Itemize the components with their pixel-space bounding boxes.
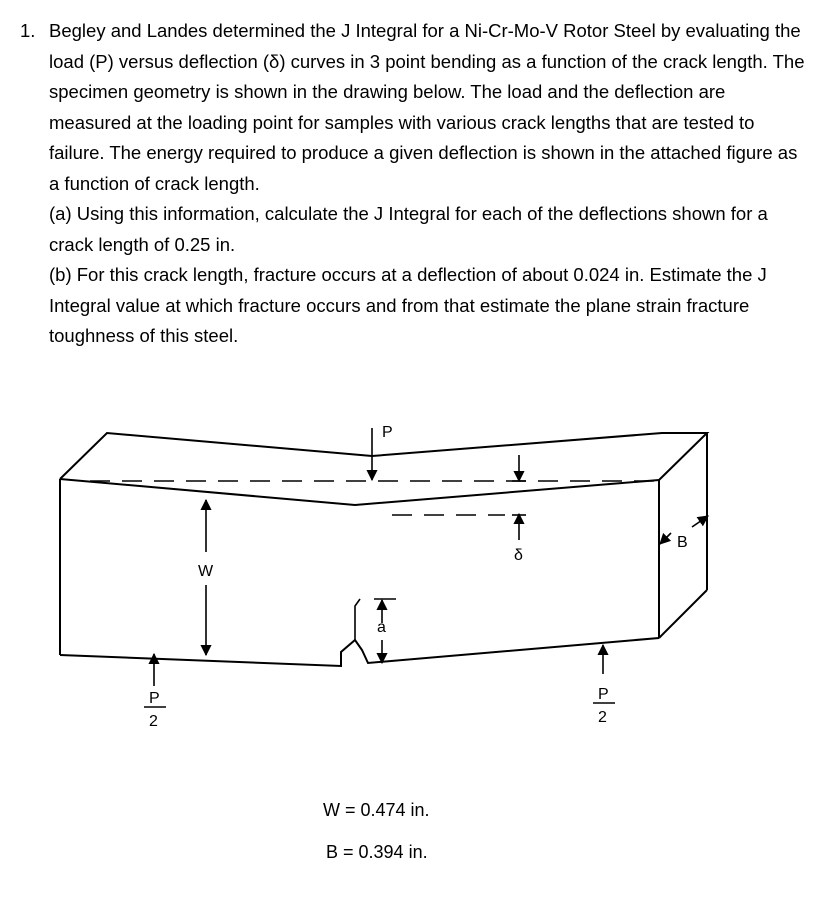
specimen-drawing [0, 400, 828, 890]
support-right-numerator: P [598, 686, 609, 703]
problem-number: 1. [20, 20, 36, 41]
hidden-edges [90, 481, 655, 515]
problem-intro: Begley and Landes determined the J Integral for a Ni-Cr-Mo-V Rotor Steel by evaluating the load (P) versus deflection (δ) curves in 3 point bending as a function of the crack length. The specimen geometry is shown in the drawing below. The load and the deflection are measured at the loading point for samples with various crack lengths that are tested to failure. The energy required to produce a given deflection is shown in the attached figure as a function of crack length. [49, 20, 805, 194]
crack-label: a [377, 619, 386, 636]
width-label: W [198, 563, 214, 580]
deflection-label: δ [514, 547, 523, 564]
deflection-dimension [512, 455, 526, 540]
width-value: W = 0.474 in. [323, 800, 430, 820]
problem-part-b: (b) For this crack length, fracture occurs at a deflection of about 0.024 in. Estimate the J Integral value at which fracture occurs and from that estimate the plane strain fracture toughness of this steel. [49, 264, 767, 346]
thickness-label: B [677, 534, 688, 551]
thickness-value: B = 0.394 in. [326, 842, 428, 862]
support-left-numerator: P [149, 690, 160, 707]
support-left-denominator: 2 [149, 713, 158, 730]
problem-part-a: (a) Using this information, calculate the J Integral for each of the deflections shown for a crack length of 0.25 in. [49, 203, 768, 255]
problem-statement [20, 16, 810, 352]
support-right-denominator: 2 [598, 709, 607, 726]
load-label: P [382, 424, 393, 441]
